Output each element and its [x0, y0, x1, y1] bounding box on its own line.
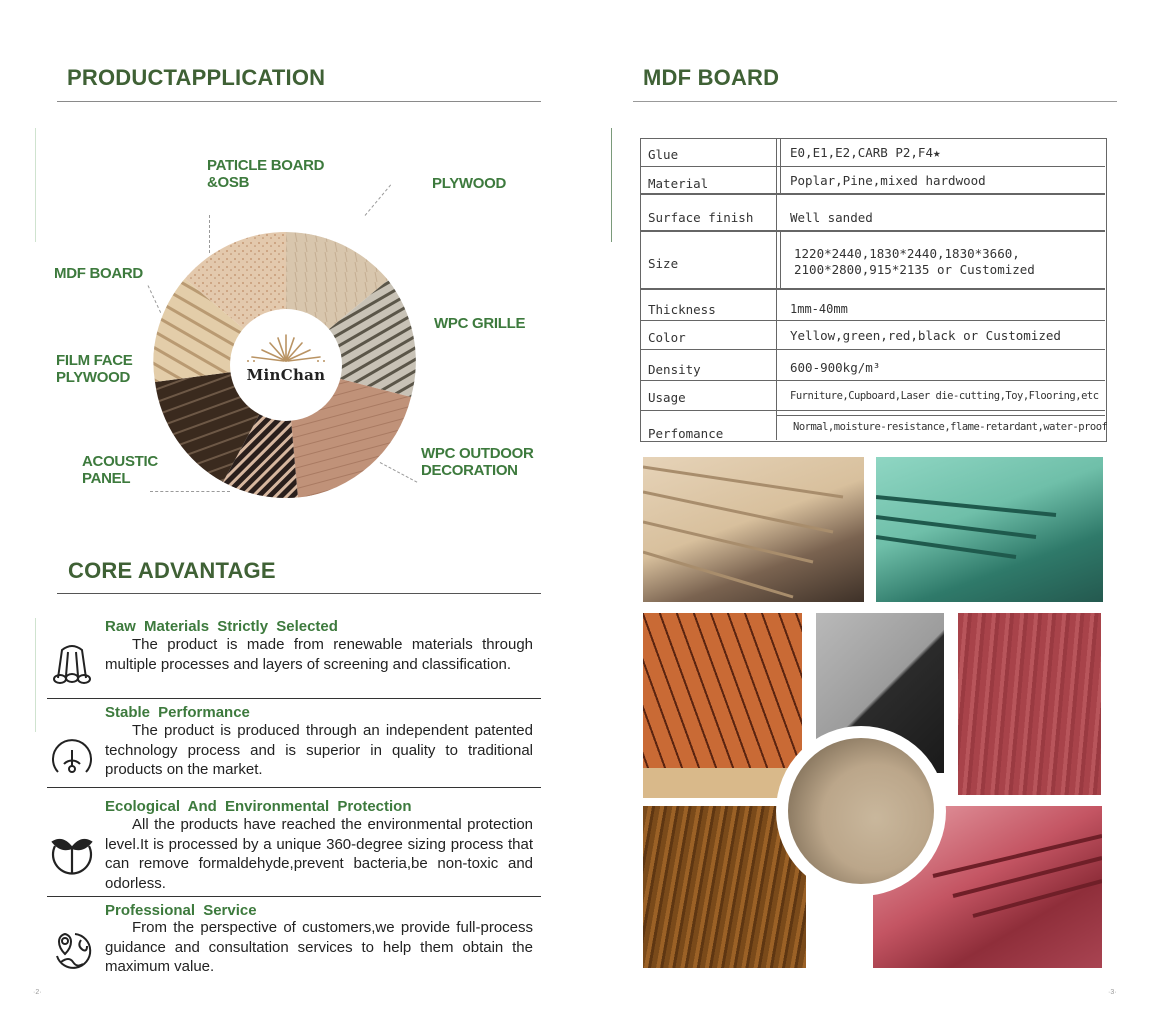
label-wpc-outdoor: WPC OUTDOOR DECORATION — [421, 445, 534, 479]
spec-value: Furniture,Cupboard,Laser die-cutting,Toy,Flooring,etc — [790, 390, 1099, 402]
photo-red-wood-grain — [958, 613, 1101, 795]
table-row-divider — [776, 415, 1105, 416]
logo-disc — [230, 309, 342, 421]
spec-value: Normal,moisture-resistance,flame-retardant,water-proof — [793, 421, 1108, 433]
advantage-text: The product is made from renewable materials through multiple processes and layers of screening and classification. — [105, 636, 533, 673]
spec-label: Surface finish — [648, 210, 754, 225]
table-row-divider — [640, 349, 1105, 350]
title-divider — [633, 101, 1117, 102]
label-mdf-board: MDF BOARD — [54, 265, 143, 282]
leader-line — [150, 491, 230, 492]
spec-value: 2100*2800,915*2135 or Customized — [794, 262, 1035, 277]
photo-raw-mdf-stack — [643, 457, 864, 602]
title-divider — [57, 101, 541, 102]
brand-logo-text: MinChan — [246, 366, 326, 384]
product-application-title: PRODUCTAPPLICATION — [67, 65, 326, 90]
separator — [47, 787, 541, 788]
leader-line — [148, 285, 162, 313]
leader-line — [365, 185, 391, 216]
pillars-icon — [50, 640, 94, 691]
label-wpc-grille: WPC GRILLE — [434, 315, 526, 332]
photo-grooved-orange-panel — [643, 613, 802, 798]
label-acoustic-panel: ACOUSTIC PANEL — [82, 453, 158, 487]
advantage-text: All the products have reached the environmental protection level.It is processed by a unique 360-degree sizing process that can remove formaldehyde,prevent bacteria,be non-toxic and odorless. — [105, 816, 533, 892]
margin-line — [35, 618, 36, 732]
advantage-title: Raw Materials Strictly Selected — [105, 618, 338, 635]
table-col-divider — [780, 232, 781, 288]
spec-label: Usage — [648, 390, 686, 405]
page-number-right: ·3· — [1108, 989, 1117, 996]
spec-label: Size — [648, 256, 679, 271]
separator — [47, 896, 541, 897]
mdf-board-title: MDF BOARD — [643, 65, 780, 90]
table-row-divider — [640, 380, 1105, 381]
spec-value: 600-900kg/m³ — [790, 360, 881, 375]
photo-flexible-mdf-roll — [788, 738, 934, 884]
spec-label: Glue — [648, 147, 679, 162]
gauge-icon — [50, 738, 94, 787]
table-row-divider — [640, 166, 1105, 167]
spec-value: 1220*2440,1830*2440,1830*3660, — [794, 246, 1020, 261]
sunburst-logo-icon — [244, 333, 328, 365]
spec-value: Yellow,green,red,black or Customized — [790, 328, 1061, 343]
spec-label: Perfomance — [648, 426, 724, 441]
spec-value: Well sanded — [790, 210, 873, 225]
advantage-text: The product is produced through an independent patented technology process and is superior in quality to traditional products on the market. — [105, 722, 533, 778]
advantage-title: Stable Performance — [105, 704, 250, 721]
label-film-face-plywood: FILM FACE PLYWOOD — [56, 352, 133, 386]
title-divider — [57, 593, 541, 594]
label-plywood: PLYWOOD — [432, 175, 507, 192]
table-row-divider — [640, 410, 1105, 411]
spec-label: Thickness — [648, 302, 716, 317]
spec-label: Color — [648, 330, 686, 345]
margin-line — [611, 128, 612, 242]
globe-pin-icon — [51, 928, 93, 975]
leader-line — [209, 215, 210, 253]
leader-line — [380, 462, 418, 483]
table-row-divider — [640, 320, 1105, 321]
spec-value: E0,E1,E2,CARB P2,F4★ — [790, 145, 941, 160]
core-advantage-title: CORE ADVANTAGE — [68, 558, 276, 583]
advantage-title: Professional Service — [105, 902, 257, 919]
advantage-title: Ecological And Environmental Protection — [105, 798, 412, 815]
spec-label: Material — [648, 176, 709, 191]
sprout-icon — [49, 832, 95, 883]
photo-green-mdf-stack — [876, 457, 1103, 602]
margin-line — [35, 128, 36, 242]
advantage-text: From the perspective of customers,we provide full-process guidance and consultation services to help them obtain the maximum value. — [105, 919, 533, 975]
spec-value: Poplar,Pine,mixed hardwood — [790, 173, 986, 188]
page-number-left: ·2· — [33, 989, 42, 996]
table-row-divider — [640, 288, 1105, 290]
spec-label: Density — [648, 362, 701, 377]
separator — [47, 698, 541, 699]
spec-value: 1mm-40mm — [790, 302, 848, 316]
label-particle-board: PATICLE BOARD &OSB — [207, 157, 325, 191]
table-row-divider — [640, 230, 1105, 232]
table-row-divider — [640, 193, 1105, 195]
